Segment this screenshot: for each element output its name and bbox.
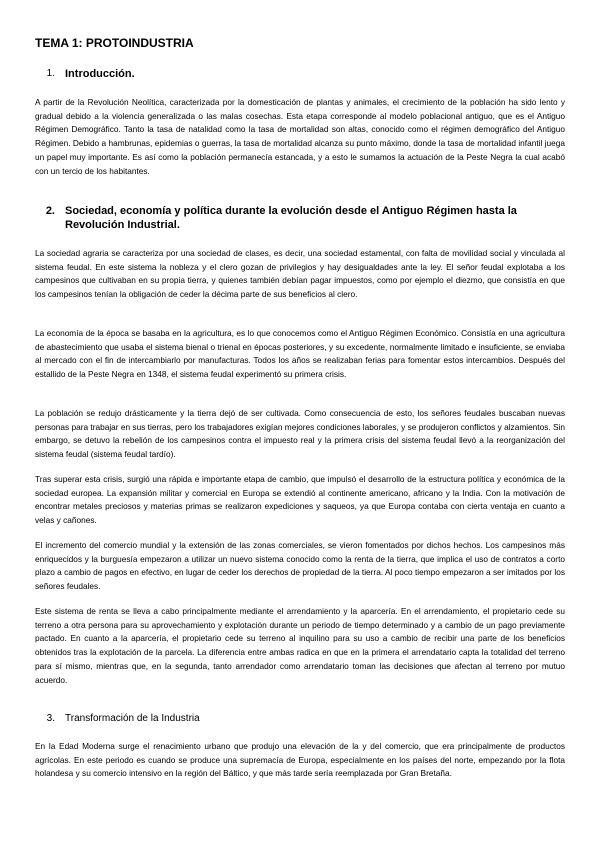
section-3-number: 3. (46, 713, 55, 724)
section-3-title: Transformación de la Industria (65, 713, 200, 724)
section-1-heading (35, 68, 135, 80)
section-2-paragraph-3: La población se redujo drásticamente y la tierra dejó de ser cultivada. Como consecuencia de esto, los señores feudales buscaban nuevas personas para trabajar en sus tierras, pero los trabajadores exigían mejores condiciones laborales, y se produjeron conflictos y alzamientos. Sin embargo, se detuvo la rebelión de los campesinos contra el impuesto real y la primera crisis del sistema feudal llevó a la reorganización del sistema feudal (sistema feudal tardío). (35, 408, 565, 460)
section-2-paragraph-1: La sociedad agraria se caracteriza por una sociedad de clases, es decir, una sociedad estamental, con falta de movilidad social y vinculada al sistema feudal. En este sistema la nobleza y el clero gozan de privilegios y hay desigualdades ante la ley. El señor feudal explotaba a los campesinos que cultivaban en su propia tierra, y quienes también debían pagar impuestos, como por ejemplo el diezmo, que consistía en que los campesinos tenían la obligación de ceder la décima parte de sus beneficios al clero. (35, 248, 565, 300)
section-1-number: 1. (46, 68, 55, 79)
section-3-heading (35, 713, 200, 724)
section-2-paragraph-6: Este sistema de renta se lleva a cabo principalmente mediante el arrendamiento y la aparcería. En el arrendamiento, el propietario cede su terreno a otra persona para su aprovechamiento y explotación durante un periodo de tiempo determinado y a cambio de un pago previamente pactado. En cuanto a la aparcería, el propietario cede su terreno al inquilino para su uso a cambio de recibir una parte de los beneficios obtenidos tras la explotación de la parcela. La diferencia entre ambas radica en que en la primera el arrendatario capta la totalidad del terreno para sí mismo, mientras que, en la segunda, tanto arrendador como arrendatario toman las decisiones que afectan al terreno por mutuo acuerdo. (35, 606, 565, 685)
section-2-paragraph-2: La economía de la época se basaba en la agricultura, es lo que conocemos como el Antiguo Régimen Económico. Consistía en una agricultura de abastecimiento que usaba el sistema bienal o trienal en épocas posteriores, y su excedente, normalmente limitado e insuficiente, se enviaba al mercado con el fin de intercambiarlo por manufacturas. Todos los años se realizaban ferias para fomentar estos intercambios. Después del estallido de la Peste Negra en 1348, el sistema feudal experimentó su primera crisis. (35, 328, 565, 380)
section-2-paragraph-4: Tras superar esta crisis, surgió una rápida e importante etapa de cambio, que impulsó el desarrollo de la estructura política y económica de la sociedad europea. La expansión militar y comercial en Europa se extendió al continente americano, africano y la India. Con la motivación de encontrar metales preciosos y materias primas se realizaron expediciones y saqueos, ya que Europa contaba con cierta ventaja en cuanto a velas y cañones. (35, 474, 565, 526)
section-2-number: 2. (45, 205, 55, 217)
section-3-paragraph-1: En la Edad Moderna surge el renacimiento urbano que produjo una elevación de la y del comercio, que era principalmente de productos agrícolas. En este periodo es cuando se produce una supremacía de Europa, especialmente en los países del norte, empezando por la flota holandesa y su comercio intensivo en la región del Báltico, y que más tarde sería reemplazada por Gran Bretaña. (35, 741, 565, 779)
document-title: TEMA 1: PROTOINDUSTRIA (35, 36, 194, 50)
section-1-paragraph-1: A partir de la Revolución Neolítica, caracterizada por la domesticación de plantas y animales, el crecimiento de la población ha sido lento y gradual debido a la violencia generalizada o las malas cosechas. Esta etapa corresponde al modelo poblacional antiguo, que es el Antiguo Régimen Demográfico. Tanto la tasa de natalidad como la tasa de mortalidad son altas, conocido como el régimen demográfico del Antiguo Régimen. Debido a hambrunas, epidemias o guerras, la tasa de mortalidad alcanza su punto máximo, donde la tasa de mortalidad infantil juega un papel muy importante. Es así como la población permanecía estancada, y a esto le sumamos la actuación de la Peste Negra la cual acabó con un tercio de los habitantes. (35, 97, 565, 176)
section-2-paragraph-5: El incremento del comercio mundial y la extensión de las zonas comerciales, se vieron fomentados por dichos hechos. Los campesinos más enriquecidos y la burguesía empezaron a utilizar un nuevo sistema conocido como la renta de la tierra, que implica el uso de contratos a corto plazo a cambio de pagos en efectivo, en lugar de ceder los derechos de propiedad de la tierra. Al poco tiempo empezaron a ser imitados por los señores feudales. (35, 540, 565, 592)
section-2-heading (35, 204, 565, 232)
section-1-title: Introducción. (65, 68, 135, 80)
section-2-title: Sociedad, economía y política durante la evolución desde el Antiguo Régimen hasta la Revolución Industrial. (65, 205, 517, 231)
